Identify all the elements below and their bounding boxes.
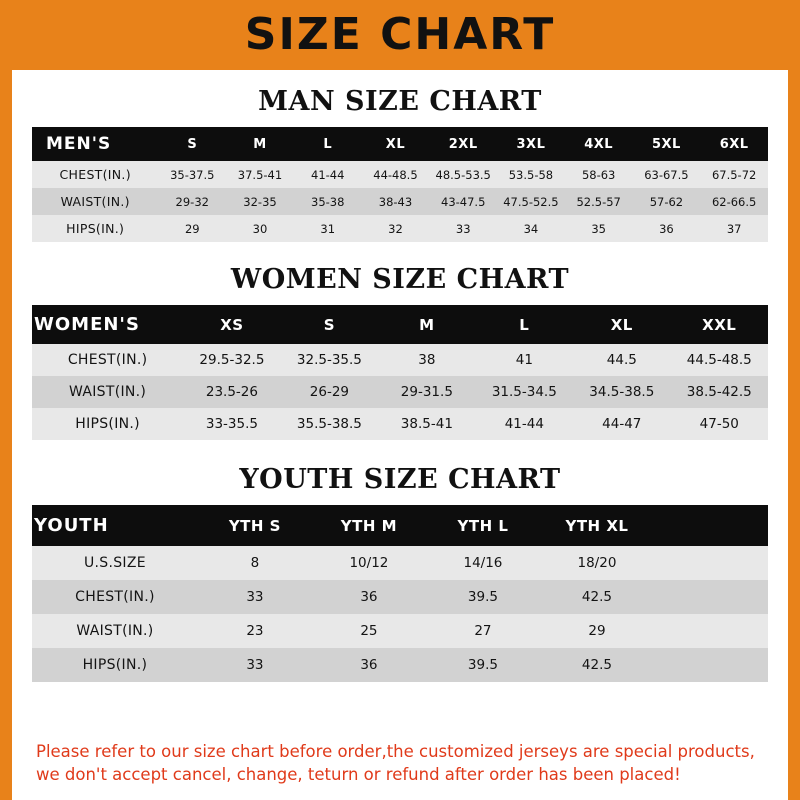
cell: 29.5-32.5 [199, 352, 265, 368]
table-row [32, 614, 768, 648]
cell: 42.5 [581, 657, 612, 673]
cell: 31 [320, 221, 336, 236]
col-header-m: M [419, 315, 435, 334]
col-header-yth-m: YTH M [340, 516, 398, 535]
row-label-chest: CHEST(IN.) [67, 352, 148, 368]
cell: 36 [360, 657, 378, 673]
cell: 29-31.5 [400, 384, 453, 400]
row-label-waist: WAIST(IN.) [60, 194, 130, 209]
cell: 38-43 [378, 194, 413, 209]
cell [654, 648, 768, 682]
cell: 67.5-72 [711, 167, 757, 182]
table-row [32, 215, 768, 242]
cell [654, 580, 768, 614]
cell: 36 [360, 589, 378, 605]
row-label-us-size: U.S.SIZE [84, 555, 146, 571]
col-header-s: S [187, 136, 198, 152]
cell: 53.5-58 [508, 167, 554, 182]
cell: 32 [388, 221, 403, 236]
col-header-3xl: 3XL [516, 136, 546, 152]
women-table-body [32, 344, 768, 440]
table-row [32, 161, 768, 188]
cell: 58-63 [581, 167, 616, 182]
youth-size-table [32, 505, 768, 682]
col-header-5xl: 5XL [651, 136, 681, 152]
youth-table-body [32, 546, 768, 682]
cell: 44.5-48.5 [686, 352, 752, 368]
cell: 42.5 [581, 589, 612, 605]
cell: 33 [455, 221, 471, 236]
banner [12, 0, 788, 70]
table-header-row [32, 127, 768, 161]
row-label-chest: CHEST(IN.) [75, 589, 155, 605]
cell: 43-47.5 [441, 194, 486, 209]
cell: 44-47 [602, 416, 642, 432]
cell: 48.5-53.5 [435, 167, 491, 182]
col-header-s: S [323, 315, 336, 334]
table-row [32, 188, 768, 215]
col-header-yth-l: YTH L [457, 516, 509, 535]
footer-line-2: we don't accept cancel, change, teturn or refund after order has been placed! [36, 764, 681, 784]
cell: 37 [726, 221, 742, 236]
cell: 8 [250, 555, 260, 571]
cell: 33 [246, 589, 264, 605]
col-header-6xl: 6XL [719, 136, 749, 152]
cell: 23.5-26 [205, 384, 258, 400]
section-man [32, 70, 768, 242]
cell: 38 [418, 352, 436, 368]
cell: 34.5-38.5 [589, 384, 655, 400]
man-table-header [32, 127, 768, 161]
table-header-row [32, 505, 768, 546]
row-label-hips: HIPS(IN.) [66, 221, 125, 236]
cell: 23 [246, 623, 264, 639]
table-row [32, 408, 768, 440]
youth-table-header [32, 505, 768, 546]
col-header-mens: MEN'S [46, 134, 112, 154]
row-label-waist: WAIST(IN.) [76, 623, 154, 639]
women-size-table [32, 305, 768, 440]
section-women [32, 242, 768, 440]
row-label-hips: HIPS(IN.) [75, 416, 140, 432]
cell: 32.5-35.5 [296, 352, 362, 368]
cell: 62-66.5 [711, 194, 757, 209]
cell: 29-32 [175, 194, 209, 209]
cell: 44-48.5 [373, 167, 418, 182]
col-header-yth-xl: YTH XL [565, 516, 629, 535]
col-header-youth: YOUTH [34, 515, 109, 536]
table-row [32, 344, 768, 376]
section-youth [32, 440, 768, 682]
table-row [32, 546, 768, 580]
col-header-xl: XL [385, 136, 406, 152]
cell: 36 [659, 221, 674, 236]
col-header-2xl: 2XL [448, 136, 478, 152]
cell: 41-44 [311, 167, 345, 182]
content [12, 70, 788, 800]
cell: 31.5-34.5 [491, 384, 557, 400]
cell: 29 [588, 623, 606, 639]
cell: 39.5 [467, 657, 498, 673]
cell: 35-37.5 [170, 167, 215, 182]
section-title-man: MAN SIZE CHART [258, 86, 542, 117]
col-header-4xl: 4XL [584, 136, 614, 152]
cell: 39.5 [467, 589, 498, 605]
table-header-row [32, 305, 768, 344]
cell: 18/20 [577, 555, 617, 571]
cell: 33 [246, 657, 264, 673]
women-table-header [32, 305, 768, 344]
row-label-waist: WAIST(IN.) [68, 384, 147, 400]
cell: 44.5 [606, 352, 637, 368]
footer-note [32, 731, 768, 800]
cell: 57-62 [649, 194, 684, 209]
cell: 35-38 [311, 194, 345, 209]
cell: 32-35 [243, 194, 277, 209]
cell: 27 [474, 623, 492, 639]
col-header-yth-s: YTH S [228, 516, 281, 535]
cell: 33-35.5 [205, 416, 258, 432]
cell: 29 [184, 221, 200, 236]
col-header-l: L [323, 136, 333, 152]
man-table-body [32, 161, 768, 242]
cell: 41 [515, 352, 533, 368]
cell: 10/12 [349, 555, 389, 571]
col-header-m: M [253, 136, 267, 152]
cell: 26-29 [309, 384, 349, 400]
col-header-xs: XS [220, 315, 244, 334]
col-header-xl: XL [610, 315, 633, 334]
cell: 52.5-57 [576, 194, 621, 209]
row-label-chest: CHEST(IN.) [59, 167, 131, 182]
cell [654, 614, 768, 648]
cell: 34 [523, 221, 539, 236]
table-row [32, 376, 768, 408]
col-header-l: L [519, 315, 530, 334]
cell: 30 [252, 221, 268, 236]
cell: 38.5-41 [400, 416, 453, 432]
cell: 38.5-42.5 [686, 384, 752, 400]
cell: 37.5-41 [237, 167, 283, 182]
col-header-xxl: XXL [702, 315, 737, 334]
cell: 47.5-52.5 [503, 194, 559, 209]
row-label-hips: HIPS(IN.) [82, 657, 148, 673]
footer-line-1: Please refer to our size chart before order,the customized jerseys are special products, [36, 742, 755, 762]
cell: 35 [591, 221, 606, 236]
section-title-youth: YOUTH SIZE CHART [239, 464, 561, 495]
cell: 63-67.5 [644, 167, 689, 182]
col-header-womens: WOMEN'S [34, 314, 140, 335]
cell: 14/16 [463, 555, 503, 571]
cell: 41-44 [504, 416, 544, 432]
man-size-table [32, 127, 768, 242]
col-header-empty [654, 505, 768, 546]
cell: 35.5-38.5 [296, 416, 362, 432]
table-row [32, 648, 768, 682]
section-title-women: WOMEN SIZE CHART [230, 264, 570, 295]
banner-title: SIZE CHART [244, 9, 556, 60]
cell [654, 546, 768, 580]
table-row [32, 580, 768, 614]
cell: 25 [360, 623, 378, 639]
cell: 47-50 [699, 416, 739, 432]
